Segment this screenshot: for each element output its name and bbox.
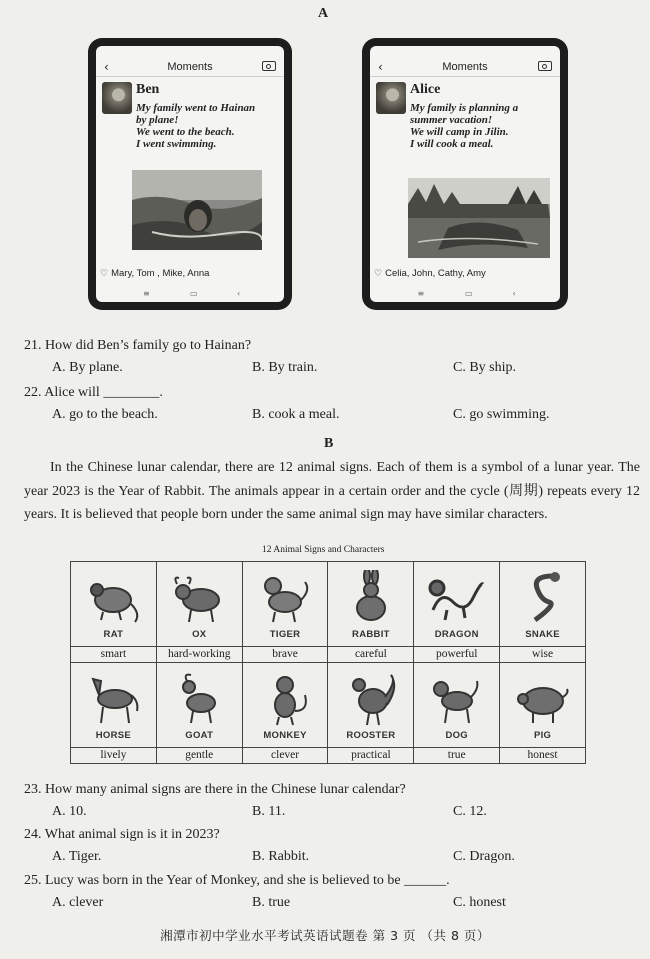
post-text xyxy=(410,102,560,150)
menu-icon[interactable]: ≡ xyxy=(417,289,425,298)
table-title: 12 Animal Signs and Characters xyxy=(262,545,385,555)
tiger-icon xyxy=(255,570,315,626)
pig-icon xyxy=(513,671,573,727)
q25-option-a[interactable]: A. clever xyxy=(52,895,104,910)
q23-option-a[interactable]: A. 10. xyxy=(52,804,87,819)
nav-title: Moments xyxy=(442,61,488,73)
sign-cell-horse xyxy=(71,663,157,764)
table-row xyxy=(71,562,586,663)
q24-option-c[interactable]: C. Dragon. xyxy=(453,849,515,864)
section-b-label: B xyxy=(324,436,334,451)
sign-cell-rooster xyxy=(328,663,414,764)
answer-blank: ________. xyxy=(103,385,163,400)
sign-trait: wise xyxy=(500,646,585,660)
user-name: Alice xyxy=(410,82,441,97)
sign-name: GOAT xyxy=(185,730,214,741)
q22-option-c[interactable]: C. go swimming. xyxy=(453,407,550,422)
answer-blank: ______. xyxy=(404,873,450,888)
post-line: We went to the beach. xyxy=(136,126,235,138)
status-bar xyxy=(370,46,560,56)
chevron-left-icon[interactable]: ‹ xyxy=(104,60,109,74)
sign-trait: powerful xyxy=(414,646,499,660)
sign-trait: honest xyxy=(500,747,585,761)
soft-keys xyxy=(370,289,560,299)
passage-b: In the Chinese lunar calendar, there are 12 animal signs. Each of them is a symbol of a lunar year. The year 2023 is the Year of Rabbit. The animals appear in a certain order and the cycle (周期) repeats every 12 years. It is believed that people born under the same animal sign may have similar characters. xyxy=(24,460,640,522)
q23-option-c[interactable]: C. 12. xyxy=(453,804,487,819)
q25-option-b[interactable]: B. true xyxy=(252,895,291,910)
sign-name: MONKEY xyxy=(263,730,307,741)
sign-trait: hard-working xyxy=(157,646,242,660)
sign-name: OX xyxy=(192,629,207,640)
sign-cell-ox xyxy=(156,562,242,663)
question-25 xyxy=(24,872,450,890)
sign-trait: gentle xyxy=(157,747,242,761)
sign-cell-goat xyxy=(156,663,242,764)
back-icon[interactable]: ‹ xyxy=(512,289,516,298)
post-line: I will cook a meal. xyxy=(410,138,494,150)
back-icon[interactable]: ‹ xyxy=(237,289,241,298)
likes-line xyxy=(374,268,486,279)
table-row xyxy=(71,663,586,764)
horse-icon xyxy=(83,671,143,727)
ox-icon xyxy=(169,570,229,626)
sign-name: RAT xyxy=(103,629,124,640)
sign-cell-dog xyxy=(414,663,500,764)
goat-icon xyxy=(169,671,229,727)
sign-trait: brave xyxy=(243,646,328,660)
moments-screen xyxy=(370,46,560,302)
sign-cell-pig xyxy=(500,663,586,764)
sign-cell-rat xyxy=(71,562,157,663)
sign-trait: smart xyxy=(71,646,156,660)
post-text xyxy=(136,102,284,150)
post-line: My family is planning a xyxy=(410,102,519,114)
camera-icon[interactable] xyxy=(538,61,552,71)
rat-icon xyxy=(83,570,143,626)
heart-icon[interactable]: ♡ xyxy=(374,269,383,279)
home-icon[interactable]: ▭ xyxy=(190,289,198,298)
q24-option-b[interactable]: B. Rabbit. xyxy=(252,849,310,864)
q21-option-c[interactable]: C. By ship. xyxy=(453,360,517,375)
sign-name: HORSE xyxy=(95,730,132,741)
sign-name: SNAKE xyxy=(525,629,560,640)
q22-option-b[interactable]: B. cook a meal. xyxy=(252,407,340,422)
sign-cell-rabbit xyxy=(328,562,414,663)
page-footer: 湘潭市初中学业水平考试英语试题卷 第 3 页 （共 8 页） xyxy=(160,928,490,943)
moments-screen xyxy=(96,46,284,302)
rooster-icon xyxy=(341,671,401,727)
nav-bar xyxy=(96,58,284,77)
sign-trait: true xyxy=(414,747,499,761)
q21-option-a[interactable]: A. By plane. xyxy=(52,360,123,375)
user-name: Ben xyxy=(136,82,160,97)
question-23: 23. How many animal signs are there in the Chinese lunar calendar? xyxy=(24,782,406,797)
sign-name: PIG xyxy=(533,730,552,741)
sign-trait: careful xyxy=(328,646,413,660)
question-21: 21. How did Ben’s family go to Hainan? xyxy=(24,338,252,353)
q21-option-b[interactable]: B. By train. xyxy=(252,360,318,375)
camping-photo xyxy=(408,178,550,258)
sign-cell-snake xyxy=(500,562,586,663)
menu-icon[interactable]: ≡ xyxy=(143,289,150,298)
soft-keys xyxy=(96,289,284,299)
nav-title: Moments xyxy=(167,61,213,73)
rabbit-icon xyxy=(341,570,401,626)
beach-photo xyxy=(132,170,262,250)
status-bar xyxy=(96,46,284,56)
sign-name: DRAGON xyxy=(434,629,479,640)
question-24: 24. What animal sign is it in 2023? xyxy=(24,827,220,842)
post-line: by plane! xyxy=(136,114,179,126)
q22-option-a[interactable]: A. go to the beach. xyxy=(52,407,158,422)
likes-line xyxy=(100,268,209,279)
phone-alice xyxy=(362,38,568,310)
question-25-stem: 25. Lucy was born in the Year of Monkey, and she is believed to be xyxy=(24,873,401,888)
chevron-left-icon[interactable]: ‹ xyxy=(378,60,383,74)
snake-icon xyxy=(513,570,573,626)
nav-bar xyxy=(370,58,560,77)
q25-option-c[interactable]: C. honest xyxy=(453,895,506,910)
sign-cell-dragon xyxy=(414,562,500,663)
sign-cell-tiger xyxy=(242,562,328,663)
dragon-icon xyxy=(427,570,487,626)
dog-icon xyxy=(427,671,487,727)
question-22 xyxy=(24,384,163,402)
section-a-label: A xyxy=(318,6,329,21)
avatar xyxy=(376,82,406,114)
phone-ben xyxy=(88,38,292,310)
likes-names: Celia, John, Cathy, Amy xyxy=(385,268,486,279)
sign-name: RABBIT xyxy=(352,629,390,640)
sign-trait: clever xyxy=(243,747,328,761)
sign-trait: lively xyxy=(71,747,156,761)
camera-icon[interactable] xyxy=(262,61,276,71)
q23-option-b[interactable]: B. 11. xyxy=(252,804,286,819)
heart-icon[interactable]: ♡ xyxy=(100,269,109,279)
avatar xyxy=(102,82,132,114)
monkey-icon xyxy=(255,671,315,727)
post-line: I went swimming. xyxy=(136,138,217,150)
post-line: We will camp in Jilin. xyxy=(410,126,509,138)
post-line: summer vacation! xyxy=(410,114,493,126)
likes-names: Mary, Tom , Mike, Anna xyxy=(111,268,210,279)
q24-option-a[interactable]: A. Tiger. xyxy=(52,849,102,864)
sign-trait: practical xyxy=(328,747,413,761)
post-line: My family went to Hainan xyxy=(136,102,256,114)
sign-name: DOG xyxy=(445,730,468,741)
sign-cell-monkey xyxy=(242,663,328,764)
home-icon[interactable]: ▭ xyxy=(465,289,473,298)
sign-name: ROOSTER xyxy=(346,730,396,741)
animal-signs-table xyxy=(70,561,586,764)
question-22-stem: 22. Alice will xyxy=(24,385,100,400)
sign-name: TIGER xyxy=(269,629,301,640)
